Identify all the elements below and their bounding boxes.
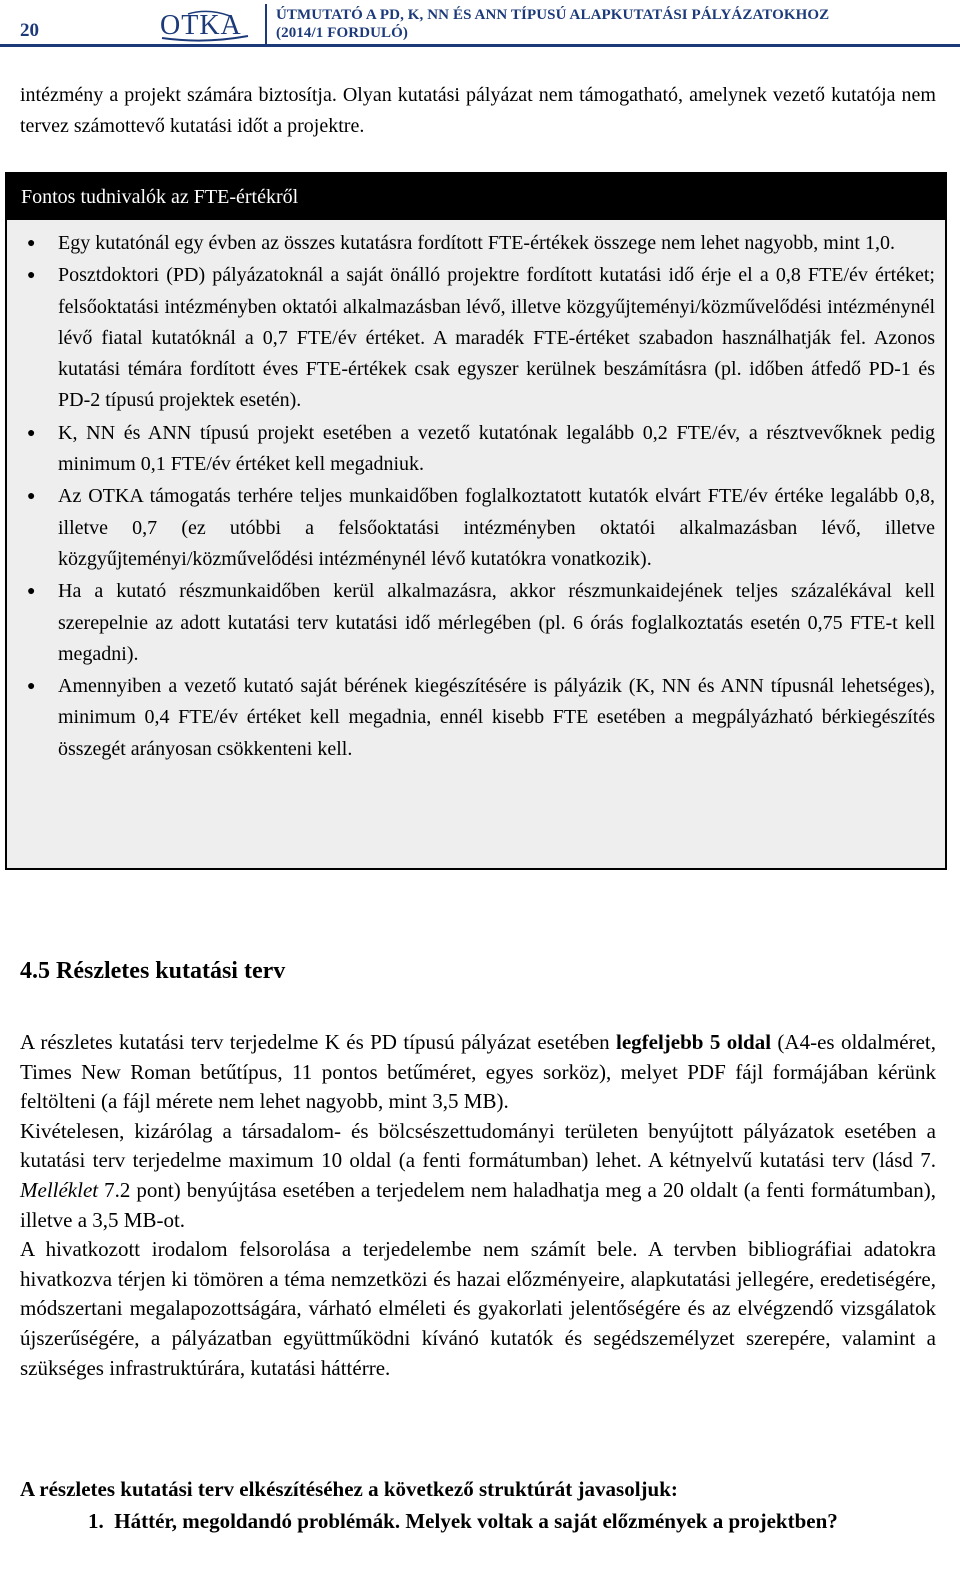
page-limit-emphasis: legfeljebb 5 oldal: [616, 1030, 772, 1054]
bullet-icon: ●: [27, 236, 36, 251]
section-title: 4.5 Részletes kutatási terv: [20, 958, 286, 984]
page-number: 20: [20, 20, 39, 41]
bullet-icon: ●: [27, 679, 36, 695]
structure-list: [20, 1506, 936, 1536]
header-title-line2: (2014/1 FORDULÓ): [276, 25, 409, 41]
header-title-line1: ÚTMUTATÓ A PD, K, NN ÉS ANN TÍPUSÚ ALAPKUTATÁSI PÁLYÁZATOKHOZ: [276, 7, 830, 23]
paragraph-1: A részletes kutatási terv terjedelme K és PD típusú pályázat esetében legfeljebb 5 oldal (A4-es oldalméret, Times New Roman betűtípus, 11 pontos betűméret, egyes sorköz), melyet PDF fájl formájában kérünk feltölteni (a fájl mérete nem lehet nagyobb, mint 3,5 MB).: [20, 1030, 936, 1114]
fte-info-box: [5, 172, 947, 870]
item-text: Háttér, megoldandó problémák. Melyek voltak a saját előzmények a projektben?: [114, 1509, 838, 1533]
bullet-icon: ●: [27, 425, 36, 441]
list-item: ● Egy kutatónál egy évben az összes kutatásra fordított FTE-értékek összege nem lehet nagyobb, mint 1,0.: [7, 228, 945, 259]
header-title: [276, 6, 956, 42]
item-number: 1.: [88, 1509, 104, 1533]
bullet-icon: ●: [27, 268, 36, 284]
list-item: ● Posztdoktori (PD) pályázatoknál a saját önálló projektre fordított kutatási idő érje el a 0,8 FTE/év értéket; felsőoktatási intézményben oktatói alkalmazásban lévő, illetve közgyűjteményi/közművelődési intézménynél lévő fiatal kutatóknál a 0,7 FTE/év értéket. A maradék FTE-értéket szabadon használhatják fel. Azonos kutatási témára fordított éves FTE-értékek csak egyszer kerülnek beszámításra (pl. időben átfedő PD-1 és PD-2 típusú projektek esetén).: [7, 260, 945, 416]
header-divider: [265, 4, 267, 44]
paragraph-3: A hivatkozott irodalom felsorolása a terjedelembe nem számít bele. A tervben bibliográfiai adatokra hivatkozva térjen ki tömören a téma nemzetközi és hazai előzményeire, alapkutatási jellegére, eredetiségére, módszertani megalapozottságára, várható elméleti és gyakorlati jelentőségére és az elvégzendő vizsgálatok újszerűségére, a pályázatban együttműködni kívánó kutatók és segédszemélyzet szerepére, valamint a szükséges infrastruktúrára, kutatási háttérre.: [20, 1237, 936, 1380]
bullet-icon: ●: [27, 489, 36, 505]
bullet-icon: ●: [27, 584, 36, 600]
section-body: [20, 1028, 936, 1383]
list-item: ● Amennyiben a vezető kutató saját bérének kiegészítésére is pályázik (K, NN és ANN típusnál lehetséges), minimum 0,4 FTE/év értéket kell megadnia, ennél kisebb FTE esetében a megpályázható bérkiegészítés összegét arányosan csökkenteni kell.: [7, 671, 945, 765]
list-item: ● Az OTKA támogatás terhére teljes munkaidőben foglalkoztatott kutatók elvárt FTE/év értéke legalább 0,8, illetve 0,7 (ez utóbbi a felsőoktatási intézményben oktatói alkalmazásban lévő, illetve közgyűjteményi/közművelődési intézménynél lévő kutatókra vonatkozik).: [7, 481, 945, 575]
page-header: [0, 0, 960, 52]
list-item: [20, 1506, 936, 1536]
logo-text: OTKA: [160, 10, 242, 41]
header-rule: [0, 44, 960, 47]
fte-bullet-list: [7, 228, 945, 766]
structure-title: A részletes kutatási terv elkészítéséhez a következő struktúrát javasoljuk:: [20, 1477, 678, 1501]
otka-logo: [158, 8, 250, 42]
list-item: ● K, NN és ANN típusú projekt esetében a vezető kutatónak legalább 0,2 FTE/év, a résztvevőknek pedig minimum 0,1 FTE/év értéket kell megadniuk.: [7, 418, 945, 481]
melleklet-reference: Melléklet: [20, 1177, 99, 1202]
intro-paragraph: intézmény a projekt számára biztosítja. Olyan kutatási pályázat nem támogatható, amelynek vezető kutatója nem tervez számottevő kutatási időt a projektre.: [20, 84, 936, 137]
fte-box-title: Fontos tudnivalók az FTE-értékről: [7, 174, 945, 220]
paragraph-2: Kivételesen, kizárólag a társadalom- és bölcsészettudományi területen benyújtott pályázatok esetében a kutatási terv terjedelme maximum 10 oldal (a fenti formátumban) lehet. A kétnyelvű kutatási terv (lásd 7. Melléklet 7.2 pont) benyújtása esetében a terjedelem nem haladhatja meg a 20 oldalt (a fenti formátumban), illetve a 3,5 MB-ot.: [20, 1118, 936, 1232]
list-item: ● Ha a kutató részmunkaidőben kerül alkalmazásra, akkor részmunkaidejének teljes százalékával kell szerepelnie az adott kutatási terv kutatási idő mérlegében (pl. 6 órás foglalkoztatás esetén 0,75 FTE-t kell megadni).: [7, 576, 945, 670]
